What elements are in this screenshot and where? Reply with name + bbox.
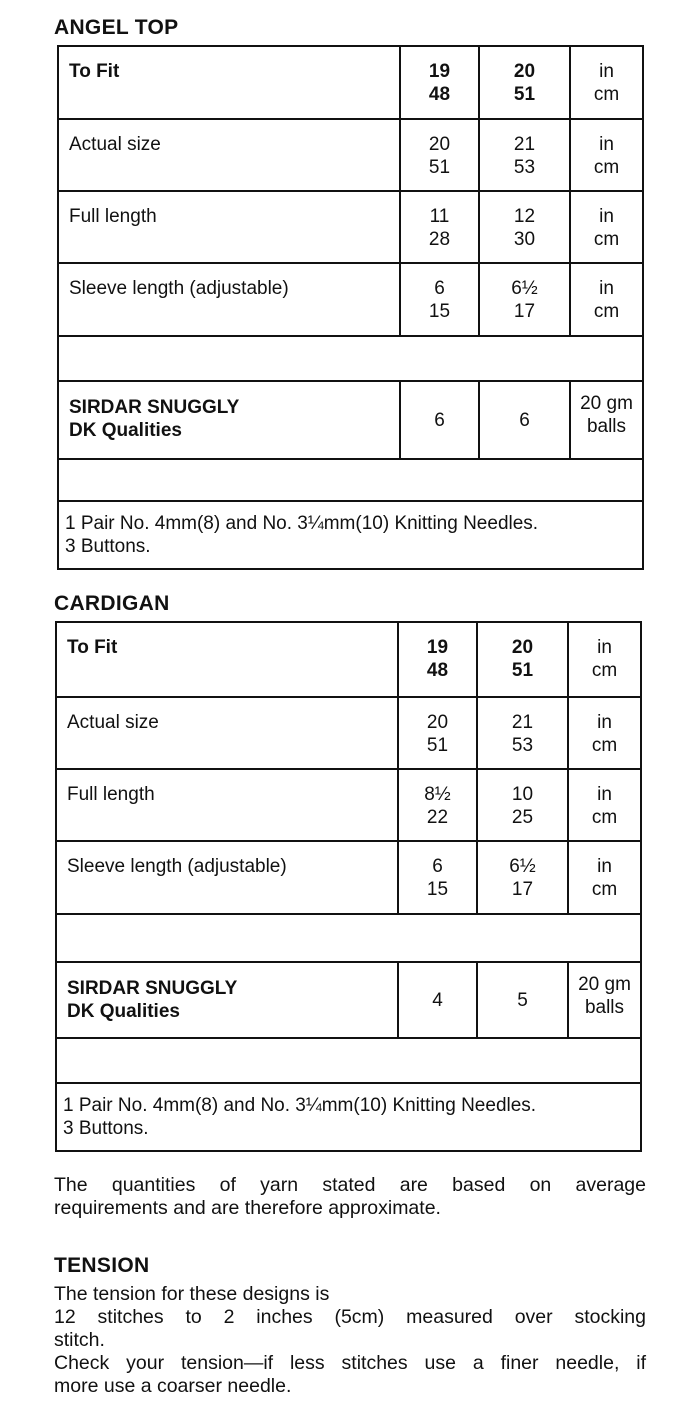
table-row bbox=[57, 842, 640, 915]
size-1-value: 6 15 bbox=[401, 264, 480, 335]
size-1-value: 20 51 bbox=[399, 698, 478, 768]
unit-value: in cm bbox=[593, 61, 620, 105]
unit-value: in cm bbox=[593, 206, 620, 250]
size-2-value: 20 51 bbox=[478, 623, 569, 696]
yarn-size-2-balls: 6 bbox=[480, 382, 571, 458]
table-row bbox=[59, 120, 642, 192]
table-row bbox=[57, 698, 640, 770]
yarn-quantity-note: The quantities of yarn stated are based on average requirements and are therefore approximate. bbox=[54, 1174, 646, 1219]
row-label: Full length bbox=[57, 770, 399, 840]
size-2-value: 21 53 bbox=[478, 698, 569, 768]
size-2-value: 6½ 17 bbox=[478, 842, 569, 913]
yarn-size-2-balls: 5 bbox=[478, 963, 569, 1037]
needles-row bbox=[59, 502, 642, 568]
unit-value: in cm bbox=[591, 856, 618, 900]
table-row bbox=[59, 264, 642, 337]
tension-title: TENSION bbox=[54, 1254, 150, 1277]
yarn-unit: 20 gm balls bbox=[580, 393, 633, 437]
size-2-value: 10 25 bbox=[478, 770, 569, 840]
needles-text: 1 Pair No. 4mm(8) and No. 3¼mm(10) Knitting Needles. 3 Buttons. bbox=[63, 1095, 537, 1139]
yarn-size-1-balls: 6 bbox=[401, 382, 480, 458]
yarn-size-1-balls: 4 bbox=[399, 963, 478, 1037]
needles-row bbox=[57, 1084, 640, 1150]
row-label: Full length bbox=[59, 192, 401, 262]
size-1-value: 19 48 bbox=[399, 623, 478, 696]
size-2-value: 21 53 bbox=[480, 120, 571, 190]
cardigan-table bbox=[55, 621, 642, 1152]
yarn-row bbox=[59, 382, 642, 460]
unit-value: in cm bbox=[591, 784, 618, 828]
unit-value: in cm bbox=[593, 134, 620, 178]
blank-row bbox=[57, 915, 640, 963]
row-label: Sleeve length (adjustable) bbox=[59, 264, 401, 335]
needles-text: 1 Pair No. 4mm(8) and No. 3¼mm(10) Knitting Needles. 3 Buttons. bbox=[65, 513, 539, 557]
tension-text: The tension for these designs is 12 stitches to 2 inches (5cm) measured over stocking stitch. Check your tension—if less stitches use a finer needle, if more use a coarser needle. bbox=[54, 1283, 646, 1397]
yarn-row bbox=[57, 963, 640, 1039]
size-2-value: 20 51 bbox=[480, 47, 571, 118]
size-1-value: 11 28 bbox=[401, 192, 480, 262]
table-row bbox=[59, 47, 642, 120]
size-1-value: 20 51 bbox=[401, 120, 480, 190]
row-label: Actual size bbox=[57, 698, 399, 768]
size-1-value: 6 15 bbox=[399, 842, 478, 913]
unit-value: in cm bbox=[593, 278, 620, 322]
table-row bbox=[57, 770, 640, 842]
row-label: Actual size bbox=[59, 120, 401, 190]
row-label: To Fit bbox=[59, 47, 401, 118]
yarn-label: SIRDAR SNUGGLY DK Qualities bbox=[57, 963, 399, 1037]
blank-row bbox=[59, 460, 642, 502]
row-label: Sleeve length (adjustable) bbox=[57, 842, 399, 913]
size-2-value: 12 30 bbox=[480, 192, 571, 262]
size-1-value: 19 48 bbox=[401, 47, 480, 118]
size-2-value: 6½ 17 bbox=[480, 264, 571, 335]
table-row bbox=[57, 623, 640, 698]
row-label: To Fit bbox=[57, 623, 399, 696]
size-1-value: 8½ 22 bbox=[399, 770, 478, 840]
unit-value: in cm bbox=[591, 637, 618, 681]
cardigan-title: CARDIGAN bbox=[54, 592, 170, 615]
yarn-label: SIRDAR SNUGGLY DK Qualities bbox=[59, 382, 401, 458]
unit-value: in cm bbox=[591, 712, 618, 756]
angel-top-table bbox=[57, 45, 644, 570]
table-row bbox=[59, 192, 642, 264]
angel-top-title: ANGEL TOP bbox=[54, 16, 179, 39]
yarn-unit: 20 gm balls bbox=[578, 974, 631, 1018]
blank-row bbox=[57, 1039, 640, 1084]
blank-row bbox=[59, 337, 642, 382]
